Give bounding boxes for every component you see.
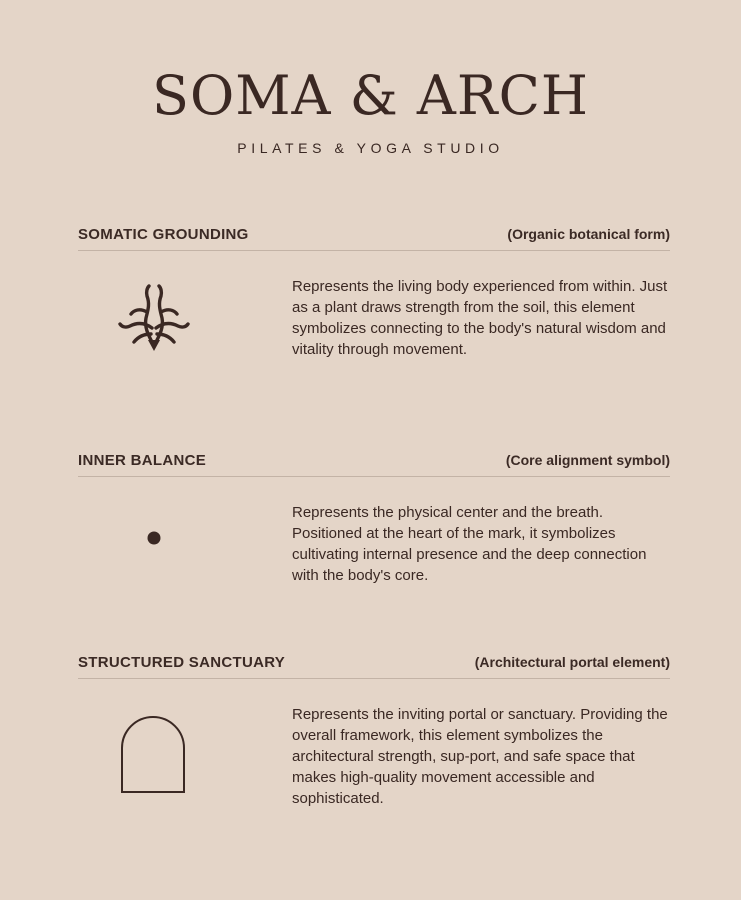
brand-tagline: PILATES & YOGA STUDIO (237, 140, 504, 156)
section-header (78, 452, 670, 476)
section-header (78, 654, 670, 678)
botanical-sprout-icon (116, 282, 192, 352)
section-inner-balance (78, 452, 670, 592)
section-title: STRUCTURED SANCTUARY (78, 654, 286, 671)
core-dot-icon (146, 530, 162, 546)
section-header (78, 226, 670, 250)
section-divider (78, 250, 670, 251)
section-note: (Architectural portal element) (474, 654, 670, 670)
brand-name: SOMA & ARCH (151, 64, 589, 127)
section-structured-sanctuary (78, 654, 670, 824)
arch-portal-icon (120, 716, 186, 794)
section-description: Represents the inviting portal or sanctuary. Providing the overall framework, this element symbolizes the architectural strength, sup-port, and safe space that makes high-quality movement accessible and sophisticated. (292, 706, 668, 807)
section-title: SOMATIC GROUNDING (78, 226, 249, 243)
section-note: (Core alignment symbol) (505, 452, 670, 468)
section-note: (Organic botanical form) (507, 226, 670, 242)
section-divider (78, 678, 670, 679)
section-divider (78, 476, 670, 477)
section-description: Represents the living body experienced from within. Just as a plant draws strength from the soil, this element symbolizes connecting to the body's natural wisdom and vitality through movement. (292, 278, 668, 358)
section-title: INNER BALANCE (78, 452, 207, 469)
section-somatic-grounding (78, 226, 670, 396)
section-description: Represents the physical center and the breath. Positioned at the heart of the mark, it symbolizes cultivating internal presence and the deep connection with the body's core. (292, 504, 647, 584)
